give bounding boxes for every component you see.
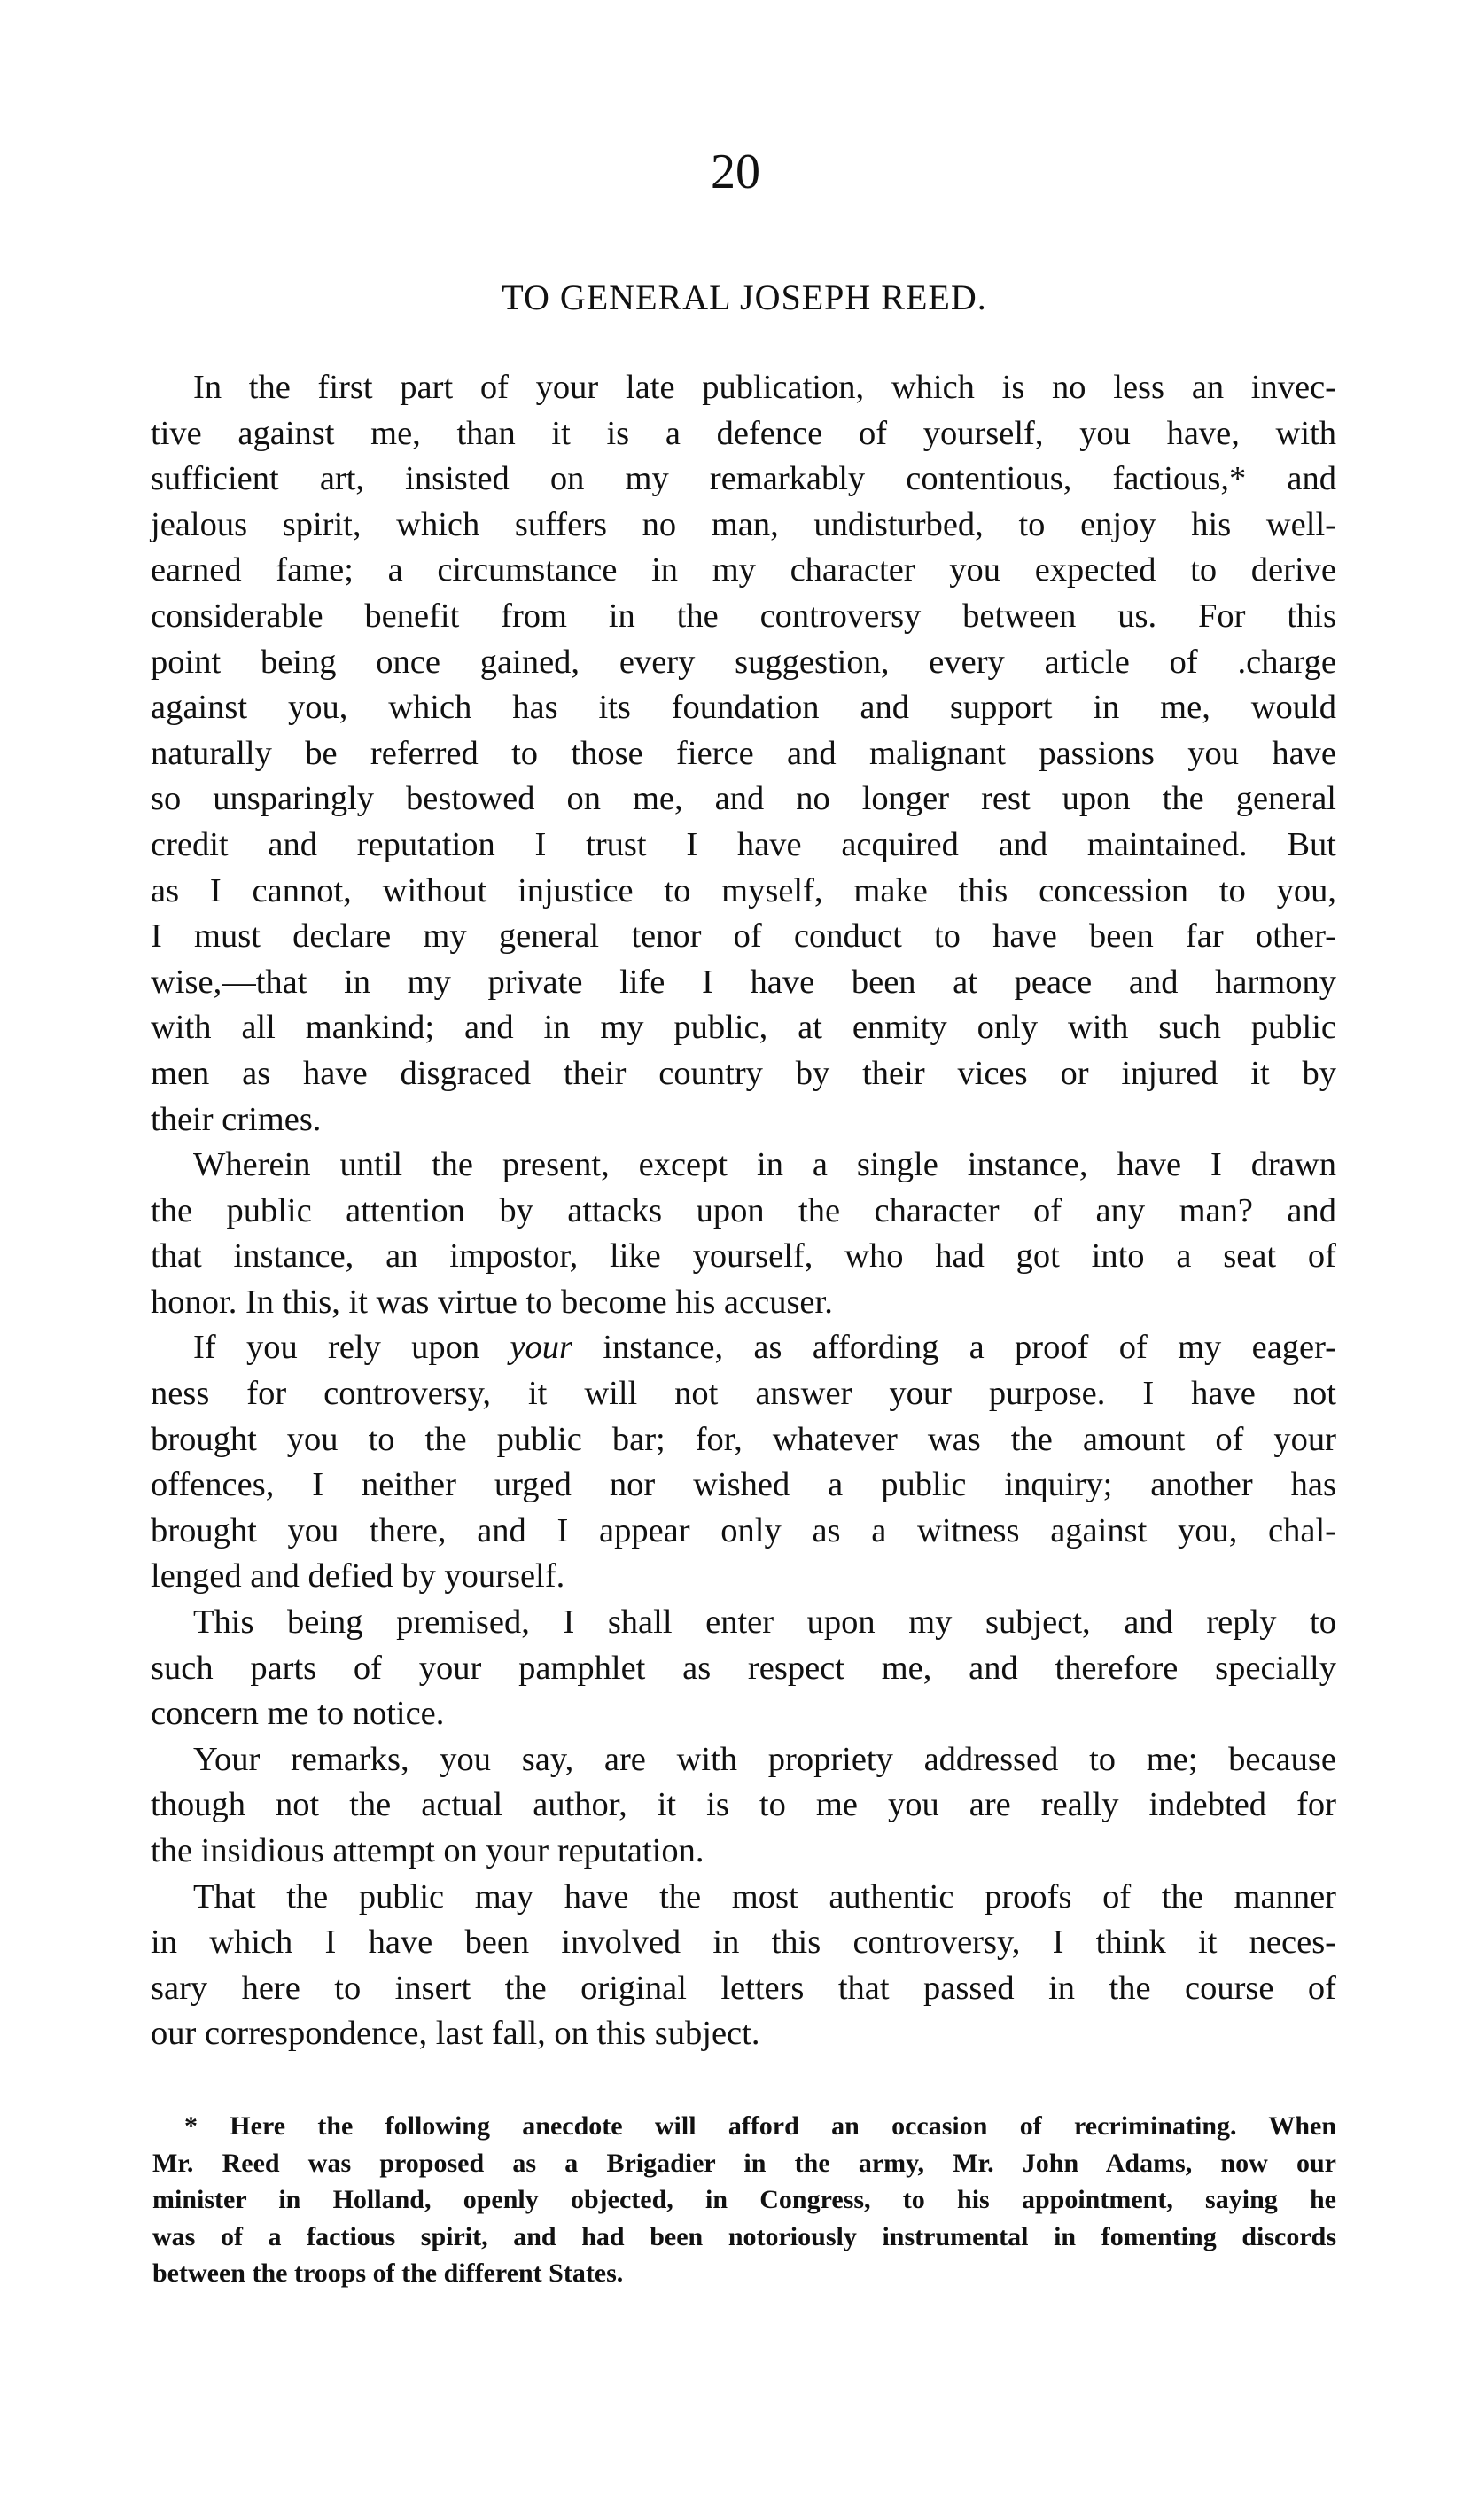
footnote-line: was of a factious spirit, and had been notoriously instrumental in fomenting discords (152, 2221, 1336, 2251)
text-line: This being premised, I shall enter upon my subject, and reply to (193, 1603, 1336, 1642)
page-number: 20 (711, 144, 760, 199)
emphasized-word: your (510, 1329, 573, 1367)
text-line: in which I have been involved in this controversy, I think it neces- (151, 1923, 1336, 1962)
text-line: earned fame; a circumstance in my character you expected to derive (151, 551, 1336, 589)
text-line: sufficient art, insisted on my remarkably contentious, factious,* and (151, 460, 1336, 498)
text-line: I must declare my general tenor of conduct to have been far other- (151, 917, 1336, 956)
text-line: concern me to notice. (151, 1695, 445, 1733)
text-line: men as have disgraced their country by their vices or injured it by (151, 1054, 1336, 1092)
text-line: lenged and defied by yourself. (151, 1557, 565, 1595)
text-line: naturally be referred to those fierce and malignant passions you have (151, 734, 1336, 772)
footnote-line: between the troops of the different States. (152, 2259, 624, 2288)
text-line: that instance, an impostor, like yourself, who had got into a seat of (151, 1237, 1336, 1276)
paragraph (151, 1143, 1336, 1325)
text-line: wise,—that in my private life I have been at peace and harmony (151, 963, 1336, 1001)
paragraph (151, 365, 1336, 1143)
text-line: In the first part of your late publication, which is no less an invec- (193, 369, 1336, 406)
text-line: offences, I neither urged nor wished a public inquiry; another has (151, 1466, 1336, 1504)
text-line: brought you there, and I appear only as a witness against you, chal- (151, 1511, 1336, 1549)
text-line: credit and reputation I trust I have acquired and maintained. But (151, 825, 1336, 863)
text-line: sary here to insert the original letters that passed in the course of (151, 1969, 1336, 2007)
text-line: honor. In this, it was virtue to become his accuser. (151, 1283, 833, 1321)
text-line: That the public may have the most authentic proofs of the manner (193, 1877, 1336, 1915)
text-line: Your remarks, you say, are with propriety addressed to me; because (193, 1740, 1336, 1778)
text-line: brought you to the public bar; for, whatever was the amount of your (151, 1420, 1336, 1458)
letter-title: TO GENERAL JOSEPH REED. (502, 277, 987, 317)
letter-body (151, 365, 1336, 2057)
text-line (151, 1325, 1336, 1371)
text-line: ness for controversy, it will not answer your purpose. I have not (151, 1375, 1336, 1413)
text-line: with all mankind; and in my public, at enmity only with such public (151, 1009, 1336, 1047)
text-segment: instance, as affording a proof of my eager- (572, 1329, 1336, 1367)
footnote (152, 2108, 1336, 2292)
footnote-line: Mr. Reed was proposed as a Brigadier in the army, Mr. John Adams, now our (152, 2148, 1336, 2178)
text-line: Wherein until the present, except in a single instance, have I drawn (193, 1146, 1336, 1184)
paragraph (151, 1600, 1336, 1737)
text-line: our correspondence, last fall, on this subject. (151, 2015, 760, 2053)
text-line: jealous spirit, which suffers no man, undisturbed, to enjoy his well- (151, 505, 1336, 543)
text-line: the public attention by attacks upon the character of any man? and (151, 1191, 1336, 1229)
text-line: tive against me, than it is a defence of yourself, you have, with (151, 414, 1336, 452)
text-line: their crimes. (151, 1100, 322, 1138)
paragraph (151, 1325, 1336, 1600)
text-line: so unsparingly bestowed on me, and no longer rest upon the general (151, 780, 1336, 818)
text-line: against you, which has its foundation and support in me, would (151, 689, 1336, 727)
text-line: as I cannot, without injustice to myself, make this concession to you, (151, 871, 1336, 909)
text-line: the insidious attempt on your reputation. (151, 1832, 704, 1869)
text-line: though not the actual author, it is to me you are really indebted for (151, 1786, 1336, 1824)
footnote-line: * Here the following anecdote will afford an occasion of recriminating. When (184, 2111, 1336, 2141)
text-segment: If you rely upon (193, 1329, 510, 1367)
paragraph (151, 1737, 1336, 1875)
text-line: such parts of your pamphlet as respect me, and therefore specially (151, 1649, 1336, 1687)
text-line: point being once gained, every suggestion, every article of .charge (151, 643, 1336, 681)
text-line: considerable benefit from in the controversy between us. For this (151, 597, 1336, 635)
paragraph (151, 1875, 1336, 2057)
footnote-line: minister in Holland, openly objected, in Congress, to his appointment, saying he (152, 2185, 1336, 2214)
